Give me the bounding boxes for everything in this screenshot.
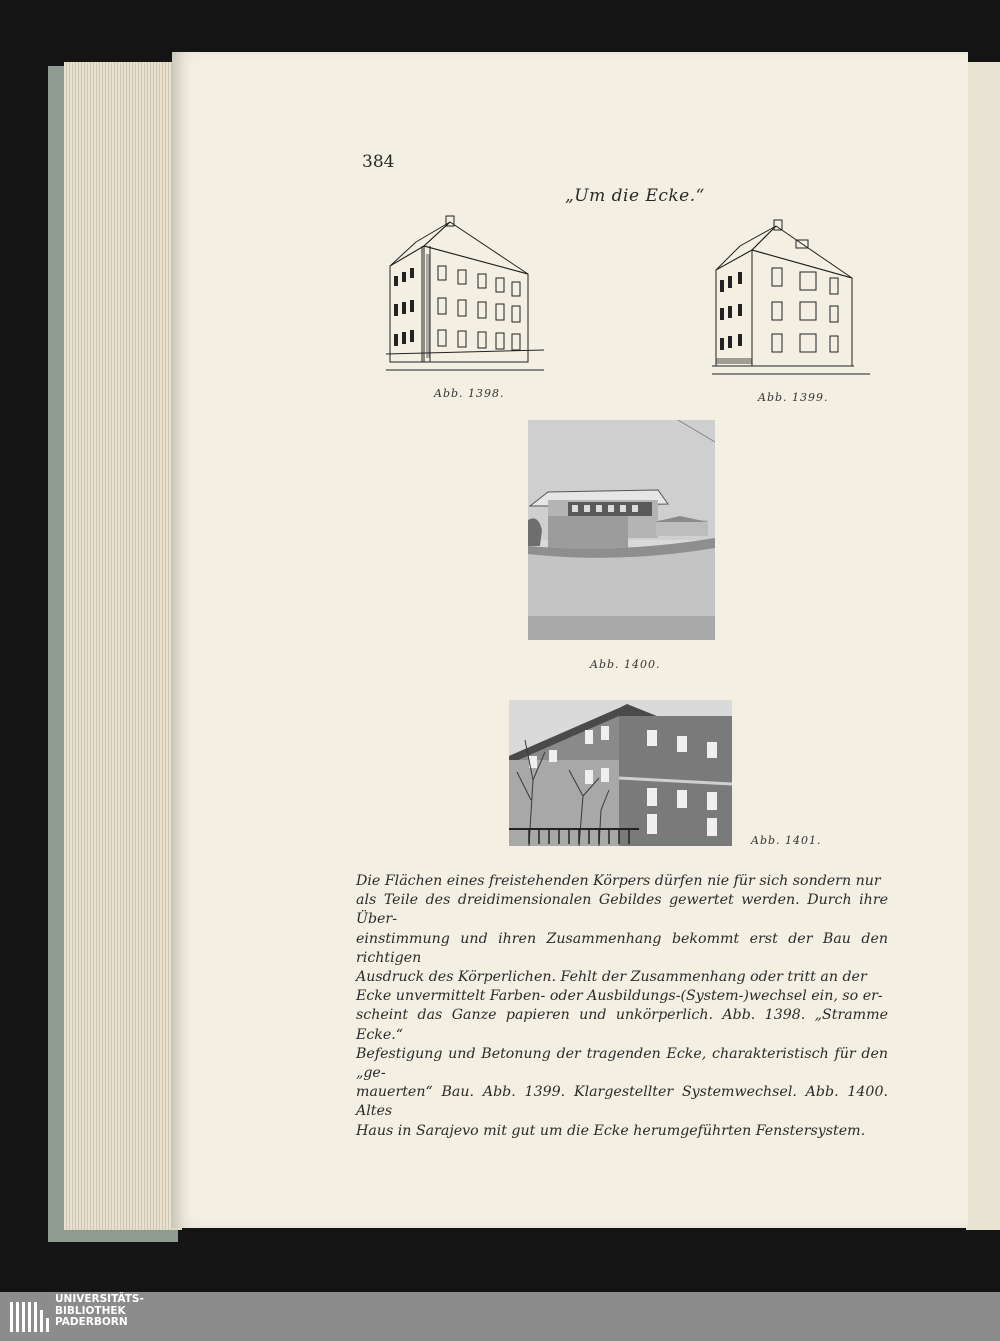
page-edges [64,62,182,1230]
body-line: Ausdruck des Körperlichen. Fehlt der Zusammenhang oder tritt an der [356,969,867,986]
library-name-line: BIBLIOTHEK [55,1304,126,1317]
figure-1400-photo [528,420,715,640]
figure-1400-caption: Abb. 1400. [590,658,661,671]
library-name-line: PADERBORN [55,1316,128,1328]
body-line: Die Flächen eines freistehenden Körpers dürfen nie für sich sondern nur [356,873,881,889]
body-line: als Teile des dreidimensionalen Gebildes gewertet werden. Durch ihre Über- [356,892,888,928]
figure-1398-drawing [386,214,544,376]
body-line: einstimmung und ihren Zusammenhang bekommt erst der Bau den richtigen [356,930,888,966]
library-footer [0,1292,1000,1341]
figure-1401-caption: Abb. 1401. [751,834,822,847]
library-name [55,1294,144,1329]
body-paragraph [356,872,888,1141]
body-line: mauerten“ Bau. Abb. 1399. Klargestellter Systemwechsel. Abb. 1400. Altes [356,1084,888,1120]
library-name-line: UNIVERSITÄTS- [55,1293,144,1305]
page-number: 384 [362,152,395,172]
page-title: „Um die Ecke.“ [565,186,705,206]
body-line: Befestigung und Betonung der tragenden Ecke, charakteristisch für den „ge- [356,1045,888,1082]
library-logo-icon [8,1300,52,1334]
body-line: scheint das Ganze papieren und unkörperlich. Abb. 1398. „Stramme Ecke.“ [356,1007,888,1043]
figure-1398-caption: Abb. 1398. [434,387,505,400]
figure-1399-caption: Abb. 1399. [758,391,829,404]
facing-page-edge [966,62,1000,1230]
body-line: Ecke unvermittelt Farben- oder Ausbildungs-(System-)wechsel ein, so er- [356,988,883,1005]
figure-1399-drawing [712,218,870,380]
body-line: Haus in Sarajevo mit gut um die Ecke herumgeführten Fenstersystem. [356,1122,866,1139]
figure-1401-photo [509,700,732,846]
